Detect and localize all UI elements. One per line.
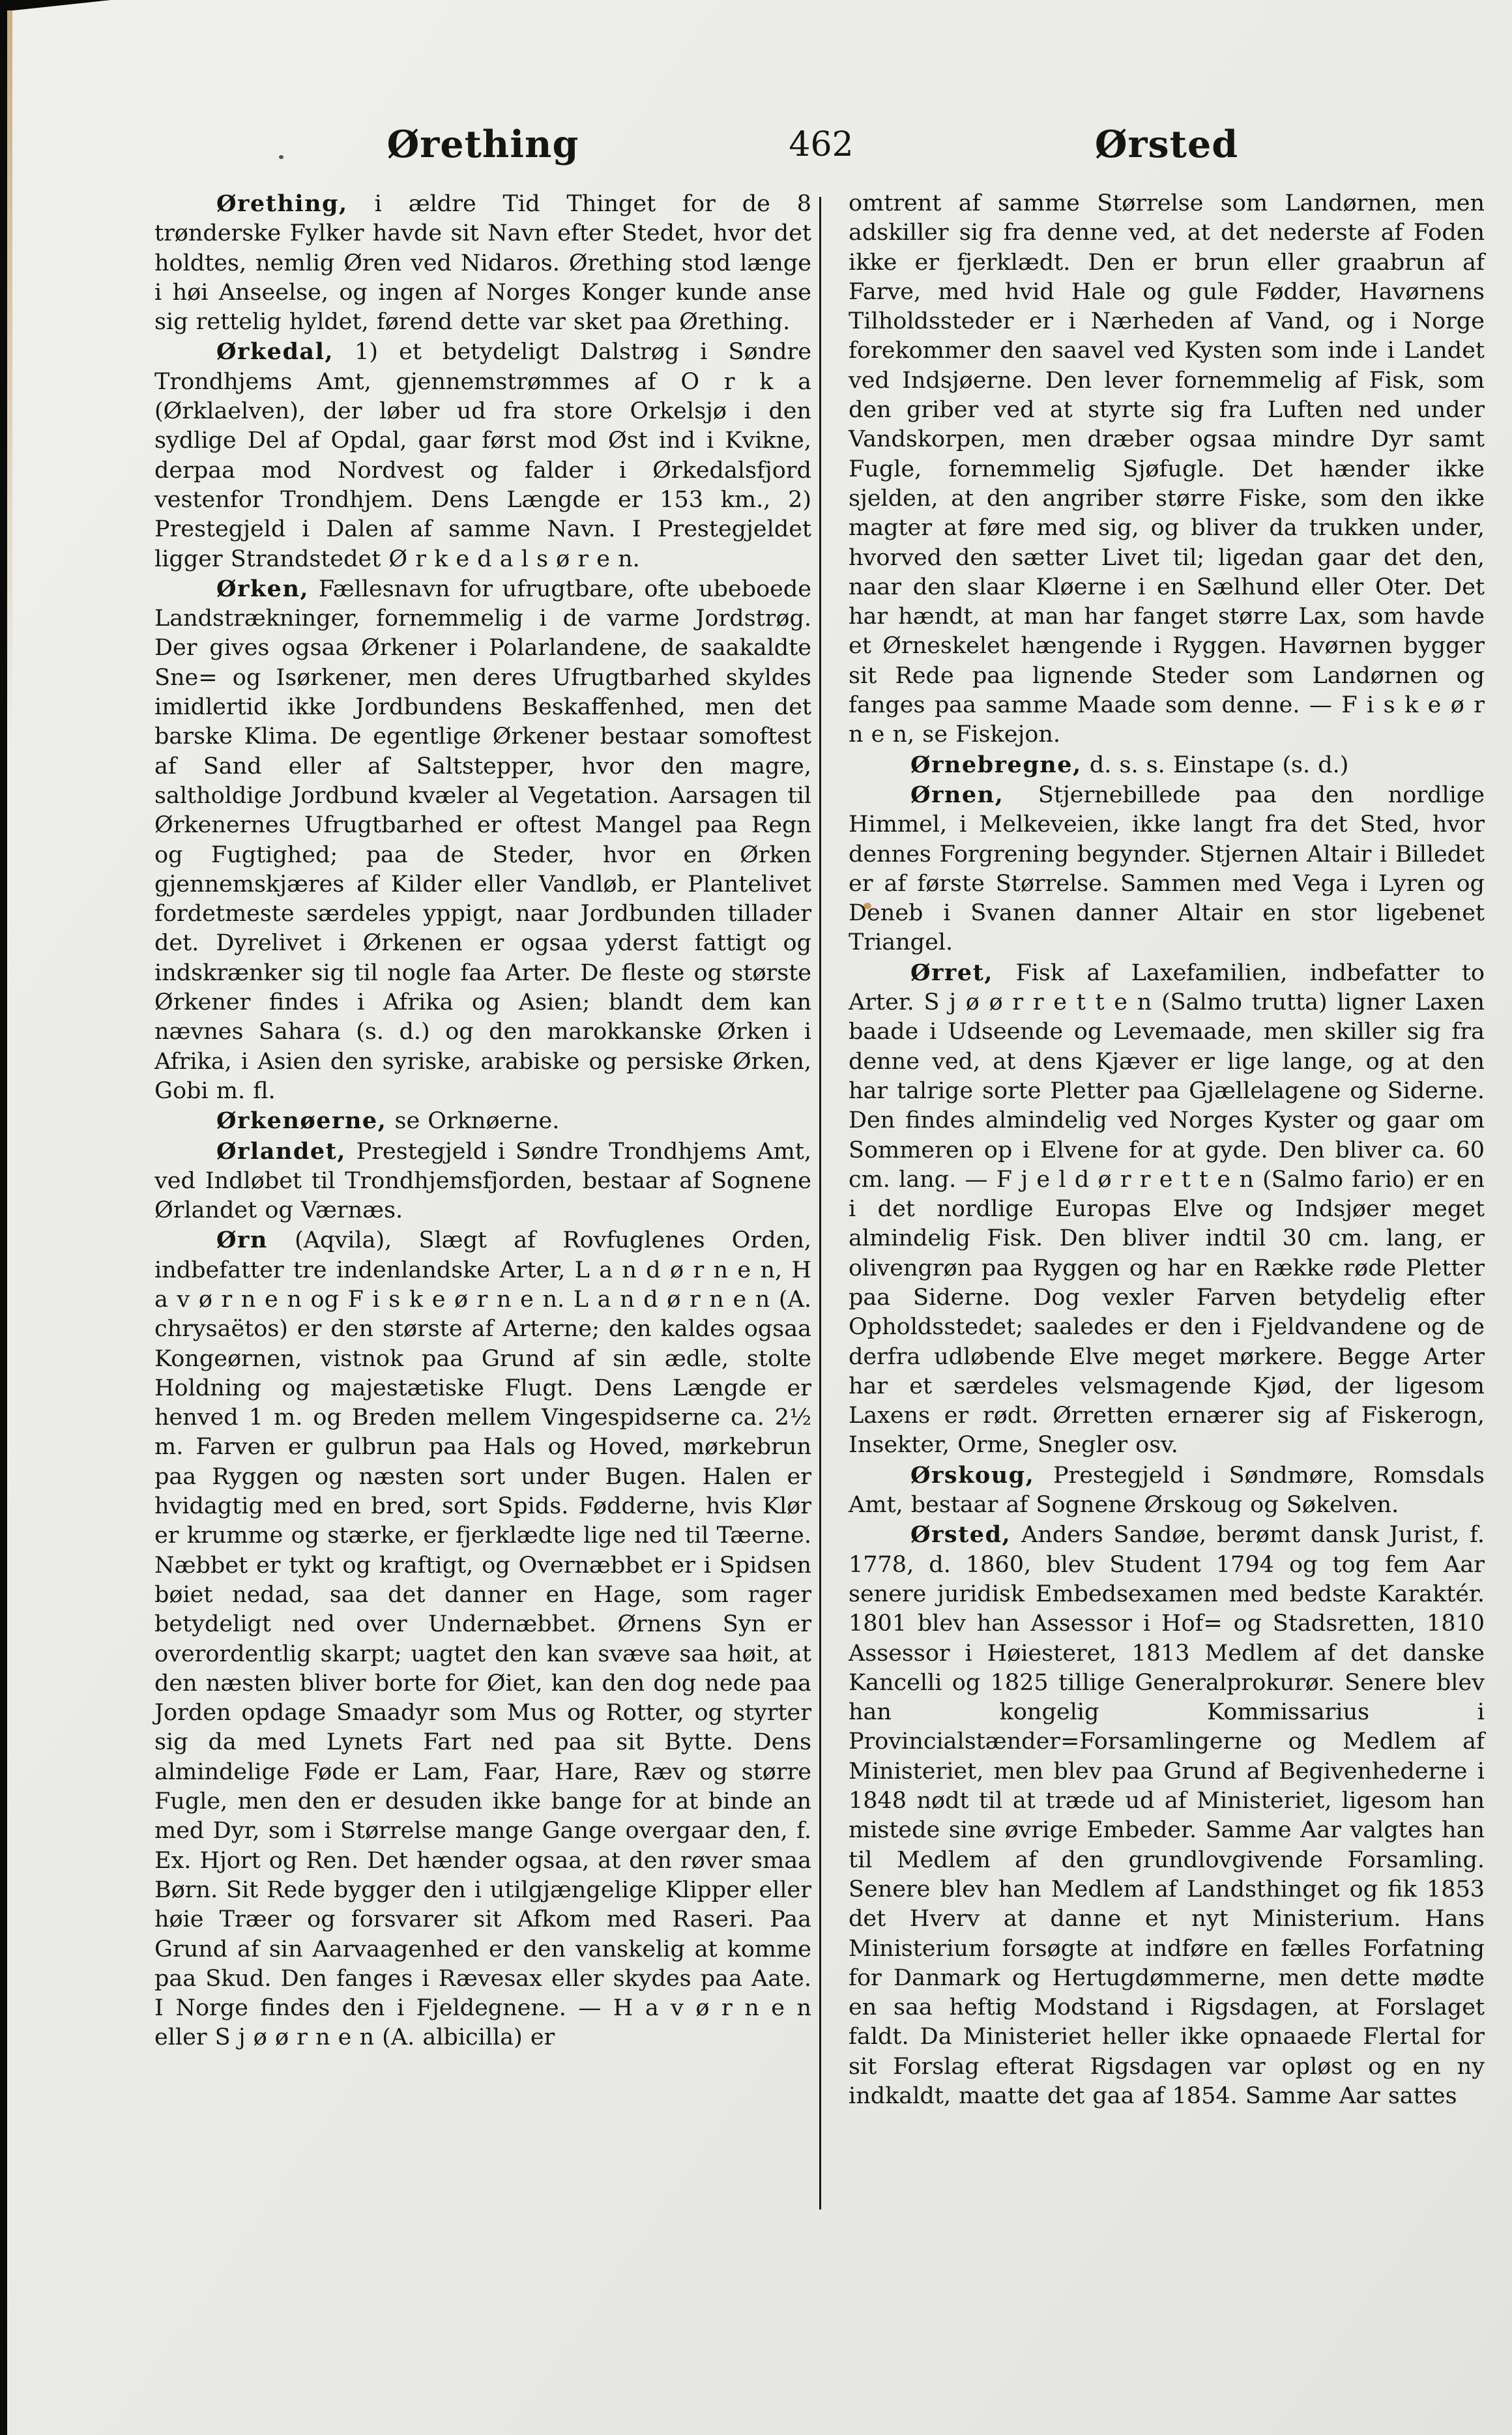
entry-text: (Aqvila), Slægt af Rovfuglenes Orden, indbefatter tre indenlandske Arter, L a n d ø r n e n, H a v ø r n e n og F i s k e ø r n e n. L a n d ø r n e n (A. chrysaëtos) er den største af Arterne; den kaldes ogsaa Kongeørnen, vistnok paa Grund af sin ædle, stolte Holdning og majestætiske Flugt. Dens Længde er henved 1 m. og Breden mellem Vingespidserne ca. 2½ m. Farven er gulbrun paa Hals og Hoved, mørkebrun paa Ryggen og næsten sort under Bugen. Halen er hvidagtig med en bred, sort Spids. Fødderne, hvis Klør er krumme og stærke, er fjerklædte lige ned til Tæerne. Næbbet er tykt og kraftigt, og Overnæbbet er i Spidsen bøiet nedad, saa det danner en Hage, som rager betydeligt ned over Undernæbbet. Ørnens Syn er overordentlig skarpt; uagtet den kan svæve saa høit, at den næsten bliver borte for Øiet, kan den dog nede paa Jorden opdage Smaadyr som Mus og Rotter, og styrter sig da med Lynets Fart ned paa sit Bytte. Dens almindelige Føde er Lam, Faar, Hare, Ræv og større Fugle, men den er desuden ikke bange for at binde an med Dyr, som i Størrelse mange Gange overgaar den, f. Ex. Hjort og Ren. Det hænder ogsaa, at den røver smaa Børn. Sit Rede bygger den i utilgjængelige Klipper eller høie Træer og forsvarer sit Afkom med Raseri. Paa Grund af sin Aarvaagenhed er den vanskelig at komme paa Skud. Den fanges i Rævesax eller skydes paa Aate. I Norge findes den i Fjeldegnene. — H a v ø r n e n eller S j ø ø r n e n (A. albicilla) er [154, 1227, 811, 2051]
entry-text: omtrent af samme Størrelse som Landørnen, men adskiller sig fra denne ved, at det nederste af Foden ikke er fjerklædt. Den er brun eller graabrun af Farve, med hvid Hale og gule Fødder, Havørnens Tilholdssteder er i Nærheden af Vand, og i Norge forekommer den saavel ved Kysten som inde i Landet ved Indsjøerne. Den lever fornemmelig af Fisk, som den griber ved at styrte sig fra Luften ned under Vandskorpen, men dræber ogsaa mindre Dyr samt Fugle, fornemmelig Sjøfugle. Det hænder ikke sjelden, at den angriber større Fiske, som den ikke magter at føre med sig, og bliver da trukken under, hvorved den sætter Livet til; ligedan gaar det den, naar den slaar Kløerne i en Sælhund eller Oter. Det har hændt, at man har fanget større Lax, som havde et Ørneskelet hængende i Ryggen. Havørnen bygger sit Rede paa lignende Steder som Landørnen og fanges paa samme Maade som denne. — F i s k e ø r n e n, se Fiskejon. [849, 190, 1485, 748]
entry-paragraph [849, 780, 1485, 958]
running-head-right: Ørsted [1094, 123, 1239, 166]
page-number: 462 [789, 125, 854, 164]
entry-paragraph [154, 1137, 811, 1226]
entry-headword: Ørlandet, [216, 1137, 346, 1165]
entry-paragraph [154, 1225, 811, 2052]
scan-edge-left [0, 0, 7, 2435]
column-divider-rule [819, 197, 821, 2209]
entry-paragraph [154, 337, 811, 574]
entry-paragraph [154, 189, 811, 337]
entry-headword: Ørething, [216, 190, 348, 217]
entry-text: Prestegjeld i Søndmøre, Romsdals Amt, bestaar af Sognene Ørskoug og Søkelven. [849, 1462, 1485, 1519]
entry-text: Anders Sandøe, berømt dansk Jurist, f. 1778, d. 1860, blev Student 1794 og tog fem Aar senere juridisk Embedsexamen med bedste Karaktér. 1801 blev han Assessor i Hof= og Stadsretten, 1810 Assessor i Høiesteret, 1813 Medlem af det danske Kancelli og 1825 tillige Generalprokurør. Senere blev han kongelig Kommissarius i Provincialstænder=Forsamlingerne og Medlem af Ministeriet, men blev paa Grund af Begivenhederne i 1848 nødt til at træde ud af Ministeriet, ligesom han mistede sine øvrige Embeder. Samme Aar valgtes han til Medlem af den grundlovgivende Forsamling. Senere blev han Medlem af Landsthinget og fik 1853 det Hverv at danne et nyt Ministerium. Hans Ministerium forsøgte at indføre en fælles Forfatning for Danmark og Hertugdømmerne, men dette mødte en saa heftig Modstand i Rigsdagen, at Forslaget faldt. Da Ministeriet heller ikke opnaaede Flertal for sit Forslag efterat Rigsdagen var opløst og en ny indkaldt, maatte det gaa af 1854. Samme Aar sattes [849, 1522, 1485, 2109]
paper-edge-highlight [7, 0, 12, 750]
entry-paragraph [849, 750, 1485, 780]
text-column-left [154, 189, 811, 2053]
entry-paragraph [154, 1106, 811, 1136]
entry-paragraph [849, 958, 1485, 1461]
scan-corner-shadow [0, 0, 111, 10]
entry-headword: Ørnebregne, [910, 751, 1082, 778]
running-head-left: Ørething [386, 123, 579, 166]
entry-text: 1) et betydeligt Dalstrøg i Søndre Trondhjems Amt, gjennemstrømmes af O r k a (Ørklaelven), der løber ud fra store Orkelsjø i den sydlige Del af Opdal, gaar først mod Øst ind i Kvikne, derpaa mod Nordvest og falder i Ørkedalsfjord vestenfor Trondhjem. Dens Længde er 153 km., 2) Prestegjeld i Dalen af samme Navn. I Prestegjeldet ligger Strandstedet Ø r k e d a l s ø r e n. [154, 339, 811, 572]
entry-headword: Ørkenøerne, [216, 1107, 387, 1135]
entry-text: Fisk af Laxefamilien, indbefatter to Arter. S j ø ø r r e t t e n (Salmo trutta) ligner Laxen baade i Udseende og Levemaade, men skiller sig fra denne ved, at dens Kjæver er lige lange, og at den har talrige sorte Pletter paa Gjællelagene og Siderne. Den findes almindelig ved Norges Kyster og gaar om Sommeren op i Elvene for at gyde. Den bliver ca. 60 cm. lang. — F j e l d ø r r e t t e n (Salmo fario) er en i det nordlige Europas Elve og Indsjøer meget almindelig Fisk. Den bliver indtil 30 cm. lang, er olivengrøn paa Ryggen og har en Række røde Pletter paa Siderne. Dog vexler Farven betydelig efter Opholdsstedet; saaledes er den i Fjeldvandene og de derfra udløbende Elve meget mørkere. Begge Arter har et særdeles velsmagende Kjød, der ligesom Laxens er rødt. Ørretten ernærer sig af Fiskerogn, Insekter, Orme, Snegler osv. [849, 959, 1485, 1459]
text-column-right [849, 189, 1485, 2111]
entry-text: se Orknøerne. [394, 1108, 560, 1135]
entry-headword: Ørn [216, 1227, 268, 1254]
entry-paragraph-continuation [849, 189, 1485, 750]
entry-paragraph [849, 1520, 1485, 2111]
entry-text: i ældre Tid Thinget for de 8 trønderske Fylker havde sit Navn efter Stedet, hvor det holdtes, nemlig Øren ved Nidaros. Ørething stod længe i høi Anseelse, og ingen af Norges Konger kunde anse sig rettelig hyldet, førend dette var sket paa Ørething. [154, 191, 811, 336]
entry-text: Prestegjeld i Søndre Trondhjems Amt, ved Indløbet til Trondhjemsfjorden, bestaar af Sognene Ørlandet og Værnæs. [154, 1138, 811, 1224]
entry-headword: Ørken, [216, 575, 310, 602]
entry-text: Fællesnavn for ufrugtbare, ofte ubeboede Landstrækninger, fornemmelig i de varme Jordstrøg. Der gives ogsaa Ørkener i Polarlandene, de saakaldte Sne= og Isørkener, men deres Ufrugtbarhed skyldes imidlertid ikke Jordbundens Beskaffenhed, men det barske Klima. De egentlige Ørkener bestaar somoftest af Sand eller af Saltstepper, hvor den magre, saltholdige Jordbund kvæler al Vegetation. Aarsagen til Ørkenernes Ufrugtbarhed er oftest Mangel paa Regn og Fugtighed; paa de Steder, hvor en Ørken gjennemskjæres af Kilder eller Vandløb, er Plantelivet fordetmeste særdeles yppigt, naar Jordbunden tillader det. Dyrelivet i Ørkenen er ogsaa yderst fattigt og indskrænker sig til nogle faa Arter. De fleste og største Ørkener findes i Afrika og Asien; blandt dem kan nævnes Sahara (s. d.) og den marokkanske Ørken i Afrika, i Asien den syriske, arabiske og persiske Ørken, Gobi m. fl. [154, 576, 811, 1104]
entry-headword: Ørsted, [910, 1521, 1011, 1549]
entry-paragraph [849, 1461, 1485, 1521]
entry-headword: Ørret, [910, 959, 993, 986]
entry-paragraph [154, 574, 811, 1106]
entry-headword: Ørskoug, [910, 1461, 1035, 1489]
entry-text: Stjernebillede paa den nordlige Himmel, i Melkeveien, ikke langt fra det Sted, hvor dennes Forgrening begynder. Stjernen Altair i Billedet er af første Størrelse. Sammen med Vega i Lyren og Deneb i Svanen danner Altair en stor ligebenet Triangel. [849, 781, 1485, 956]
entry-text: d. s. s. Einstape (s. d.) [1089, 751, 1349, 778]
entry-headword: Ørkedal, [216, 338, 334, 366]
entry-headword: Ørnen, [910, 781, 1004, 808]
